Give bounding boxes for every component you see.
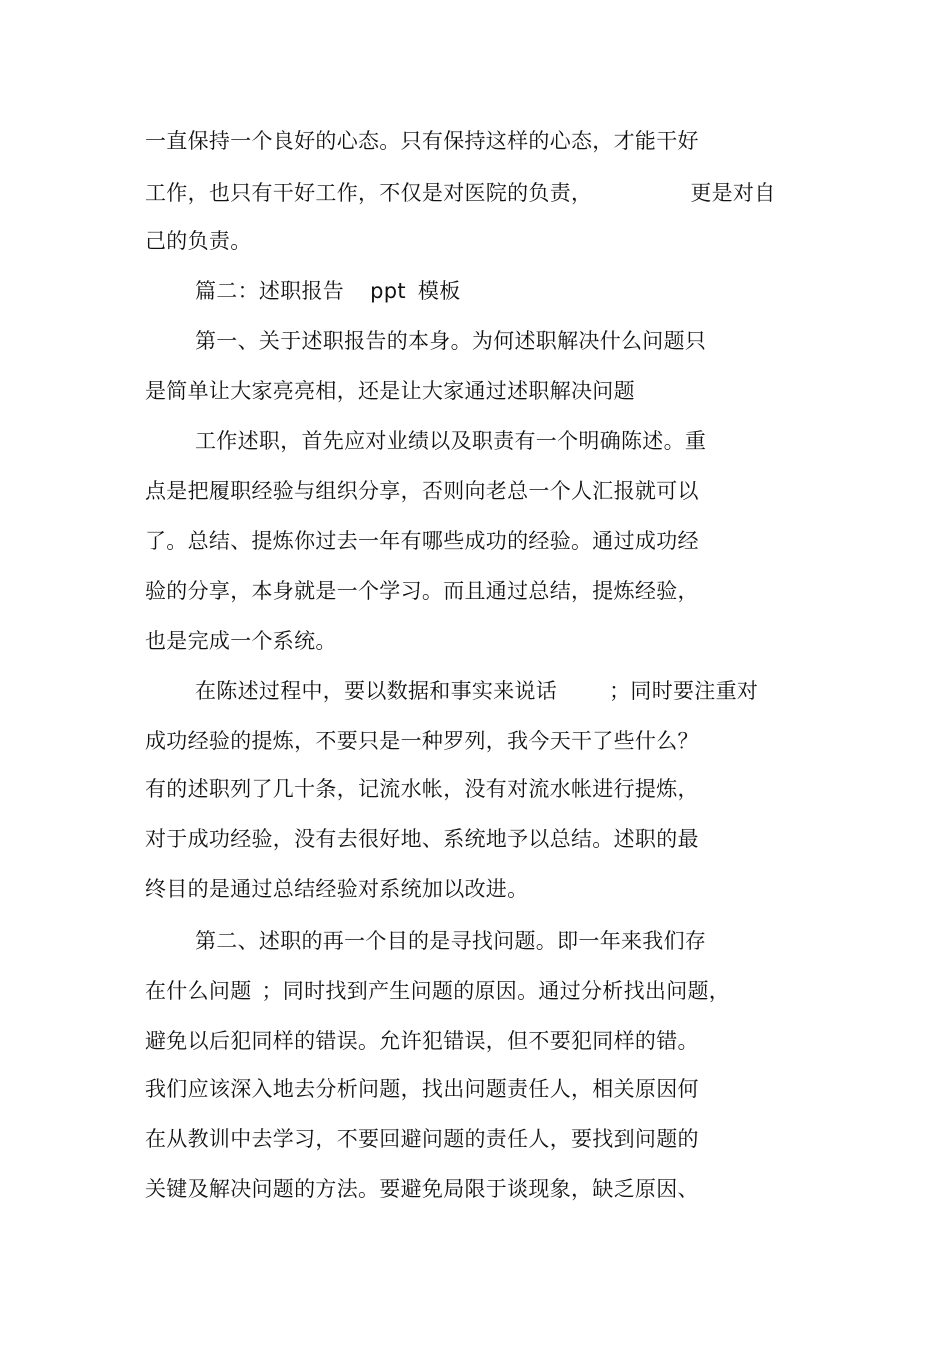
text-span: 终目的是通过总结经验对系统加以改进。 [145, 877, 529, 901]
text-span: 在陈述过程中，要以数据和事实来说话 [195, 679, 558, 703]
text-line [195, 678, 758, 704]
text-span: 第一、关于述职报告的本身。为何述职解决什么问题只 [195, 329, 707, 353]
text-span: 第二、述职的再一个目的是寻找问题。即一年来我们存 [195, 929, 707, 953]
text-span: 工作述职，首先应对业绩以及职责有一个明确陈述。重 [195, 429, 707, 453]
text-line [145, 628, 337, 654]
heading-text: ppt [370, 279, 406, 303]
text-line [145, 978, 730, 1004]
text-span: 对于成功经验，没有去很好地、系统地予以总结。述职的最 [145, 827, 699, 851]
text-line [145, 578, 699, 604]
text-line [145, 1028, 699, 1054]
text-line [145, 876, 528, 902]
text-span: 有的述职列了几十条，记流水帐，没有对流水帐进行提炼， [145, 777, 699, 801]
text-span: 成功经验的提炼，不要只是一种罗列，我今天干了些什么？ [145, 729, 699, 753]
section-heading [195, 278, 461, 304]
text-line [145, 478, 699, 504]
text-line [195, 328, 706, 354]
text-line [145, 528, 699, 554]
text-line [145, 1176, 699, 1202]
text-span: ；同时找到产生问题的原因。通过分析找出问题， [261, 979, 731, 1003]
text-span: 是简单让大家亮亮相，还是让大家通过述职解决问题 [145, 379, 635, 403]
text-line [145, 180, 776, 206]
text-span: 在什么问题 [145, 979, 252, 1003]
heading-text: 模板 [417, 279, 461, 303]
text-span: 关键及解决问题的方法。要避免局限于谈现象，缺乏原因、 [145, 1177, 699, 1201]
heading-text: 篇二：述职报告 [195, 279, 345, 303]
text-span: 点是把履职经验与组织分享，否则向老总一个人汇报就可以 [145, 479, 699, 503]
text-line [145, 1076, 699, 1102]
text-line [145, 1126, 699, 1152]
text-span: 工作，也只有干好工作，不仅是对医院的负责， [145, 181, 593, 205]
text-span: 在从教训中去学习，不要回避问题的责任人，要找到问题的 [145, 1127, 699, 1151]
text-span: 一直保持一个良好的心态。只有保持这样的心态，才能干好 [145, 129, 699, 153]
text-line [145, 128, 699, 154]
text-line [145, 826, 699, 852]
text-line [195, 428, 706, 454]
text-line [145, 378, 635, 404]
text-span: 也是完成一个系统。 [145, 629, 337, 653]
text-line [145, 776, 699, 802]
text-span: 更是对自 [690, 181, 776, 205]
text-span: 我们应该深入地去分析问题，找出问题责任人，相关原因何 [145, 1077, 699, 1101]
text-span: 了。总结、提炼你过去一年有哪些成功的经验。通过成功经 [145, 529, 699, 553]
text-line [145, 728, 699, 754]
text-line [195, 928, 706, 954]
text-span: 避免以后犯同样的错误。允许犯错误，但不要犯同样的错。 [145, 1029, 699, 1053]
text-line [145, 228, 252, 254]
text-span: 己的负责。 [145, 229, 252, 253]
text-span: 验的分享，本身就是一个学习。而且通过总结，提炼经验， [145, 579, 699, 603]
text-span: ；同时要注重对 [609, 679, 759, 703]
